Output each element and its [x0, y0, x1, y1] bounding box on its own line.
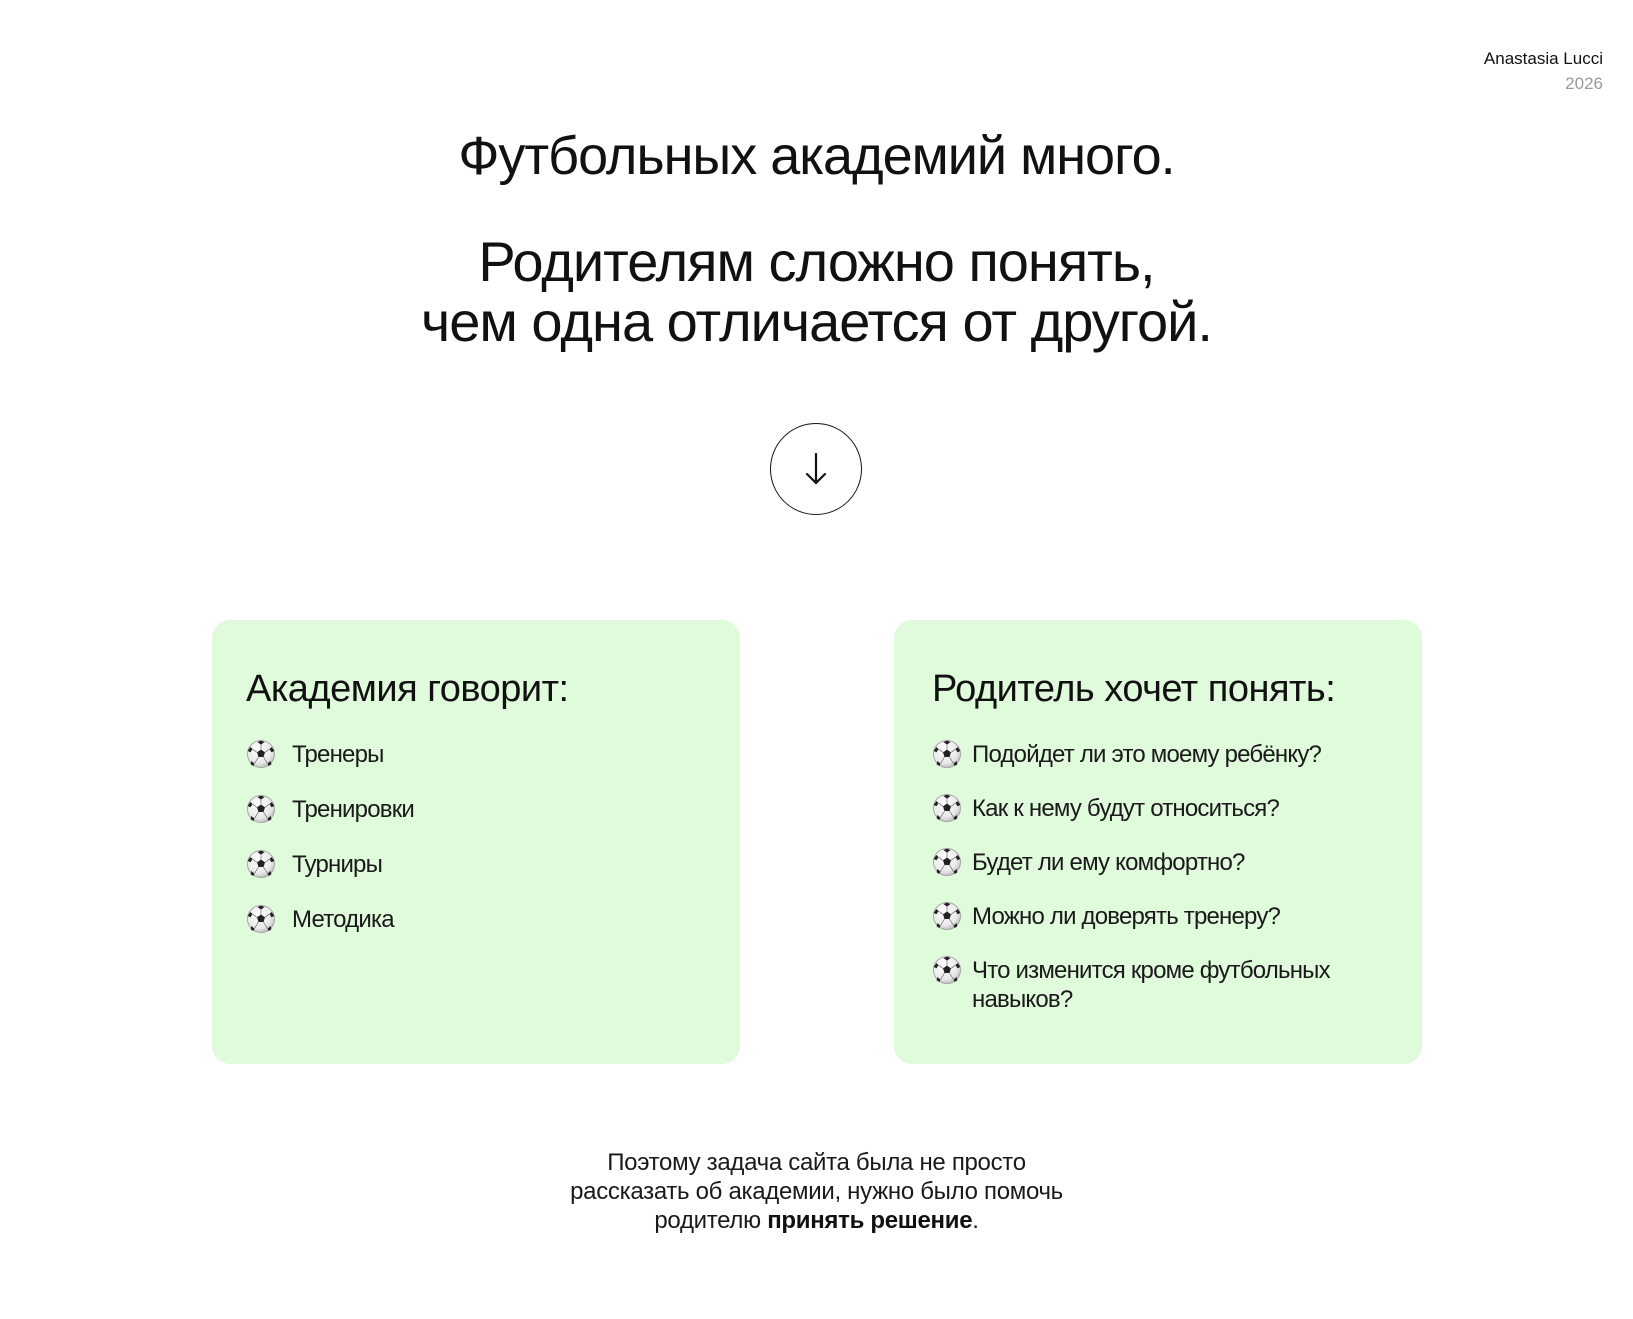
list-item [932, 794, 1422, 823]
list-item-label: Тренеры [292, 741, 384, 768]
list-item-label: Тренировки [292, 796, 415, 823]
academy-items-list [246, 740, 740, 934]
list-item [246, 850, 740, 879]
academy-card-title: Академия говорит: [246, 668, 569, 710]
list-item-label: Методика [292, 906, 394, 933]
list-item-label: Будет ли ему комфортно? [972, 849, 1245, 876]
soccer-ball-icon [246, 849, 276, 879]
conclusion-line-2: рассказать об академии, нужно было помочь [570, 1178, 1063, 1205]
soccer-ball-icon [932, 793, 962, 823]
list-item [932, 740, 1422, 769]
headline-subtitle [0, 232, 1633, 352]
headline-line-2a: Родителям сложно понять, [478, 230, 1155, 293]
parent-card-title: Родитель хочет понять: [932, 668, 1336, 710]
conclusion-line-3-suffix: . [972, 1207, 979, 1234]
headline-line-1: Футбольных академий много. [458, 126, 1175, 186]
conclusion-text [0, 1148, 1633, 1235]
soccer-ball-icon [932, 901, 962, 931]
list-item [932, 956, 1422, 1014]
list-item [932, 848, 1422, 877]
list-item-label: Подойдет ли это моему ребёнку? [972, 741, 1322, 768]
conclusion-emphasis: принять решение [767, 1207, 973, 1234]
list-item-label: Можно ли доверять тренеру? [972, 903, 1281, 930]
academy-says-card [212, 620, 740, 1064]
list-item [246, 795, 740, 824]
arrow-down-icon [796, 449, 836, 489]
list-item-label: Турниры [292, 851, 383, 878]
parent-wants-card [894, 620, 1422, 1064]
soccer-ball-icon [932, 739, 962, 769]
scroll-down-button[interactable] [770, 423, 862, 515]
list-item [246, 740, 740, 769]
conclusion-line-1: Поэтому задача сайта была не просто [607, 1149, 1026, 1176]
list-item-label: Что изменится кроме футбольных навыков? [972, 957, 1330, 1013]
conclusion-line-3-prefix: родителю [654, 1207, 768, 1234]
author-name: Anastasia Lucci [1483, 49, 1603, 68]
soccer-ball-icon [246, 904, 276, 934]
soccer-ball-icon [932, 847, 962, 877]
list-item-label: Как к нему будут относиться? [972, 795, 1280, 822]
list-item [932, 902, 1422, 931]
soccer-ball-icon [246, 739, 276, 769]
year-label: 2026 [1565, 74, 1603, 93]
list-item [246, 905, 740, 934]
parent-items-list [932, 740, 1422, 1014]
soccer-ball-icon [932, 955, 962, 985]
author-signature [1484, 46, 1603, 96]
soccer-ball-icon [246, 794, 276, 824]
headline-line-2b: чем одна отличается от другой. [421, 290, 1212, 353]
